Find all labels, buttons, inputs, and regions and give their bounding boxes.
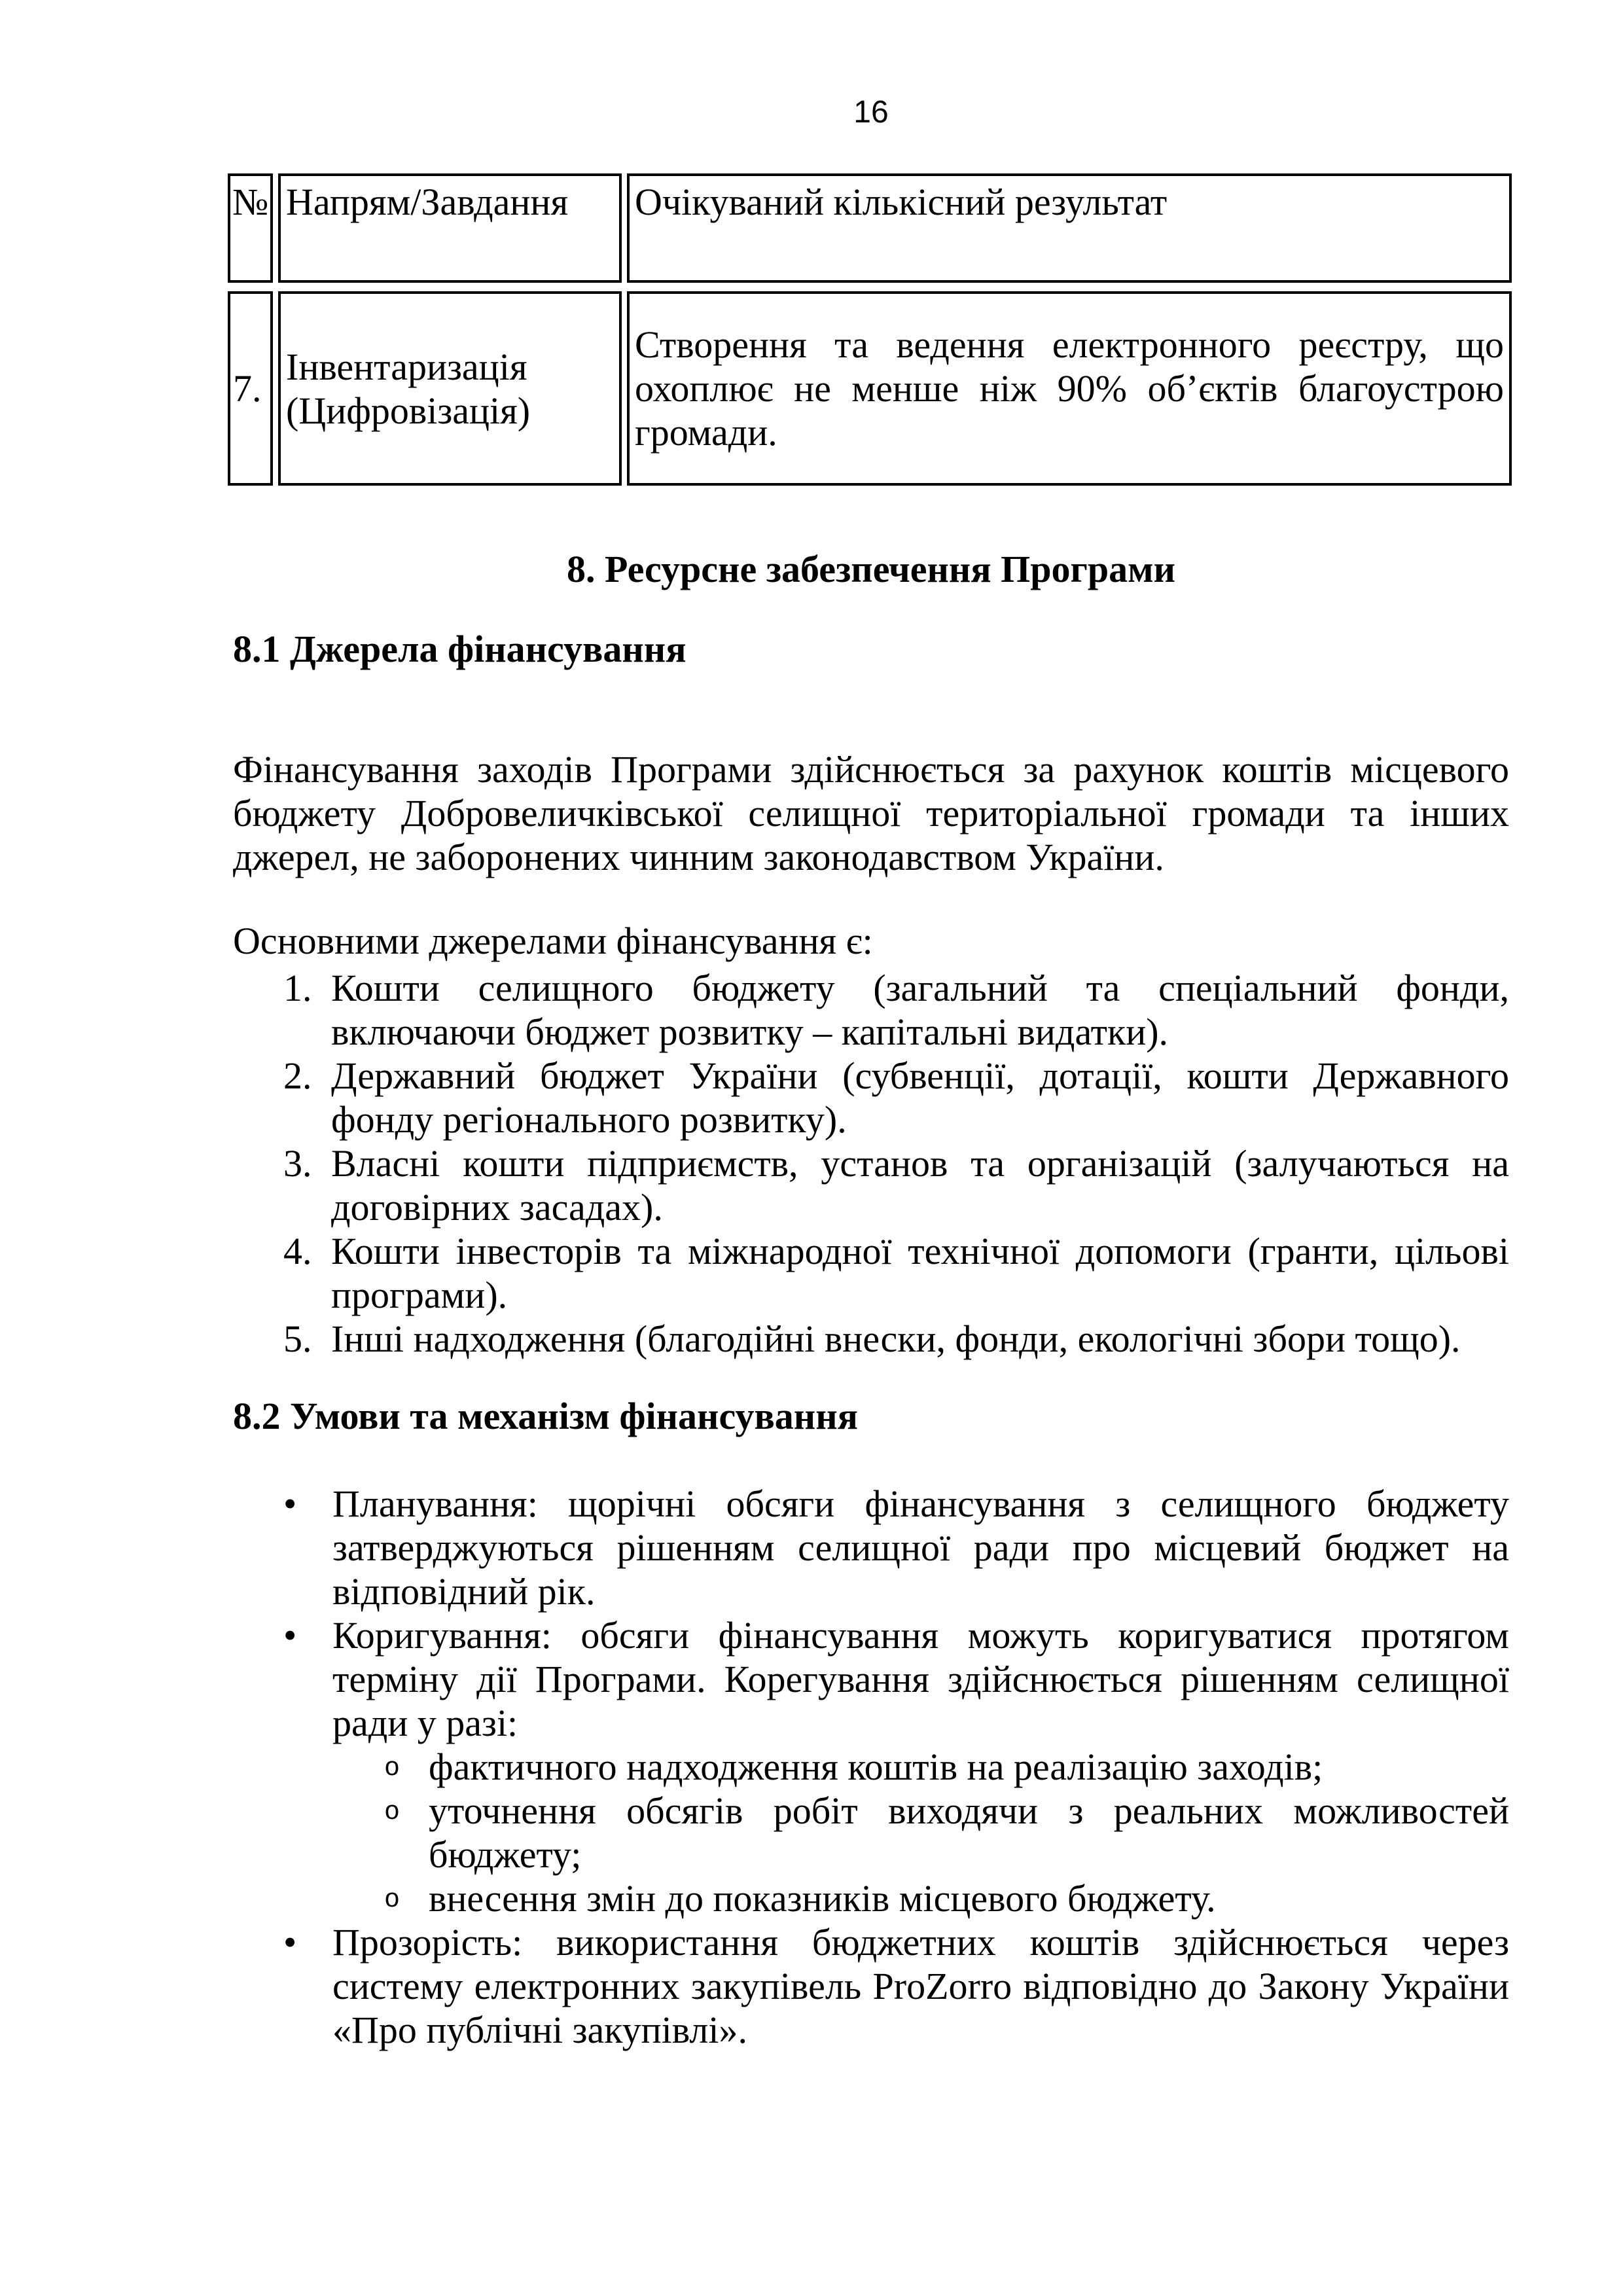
funding-mechanism-list — [233, 1482, 1509, 2052]
funding-sources-list — [233, 966, 1509, 1361]
bullet-item — [332, 1613, 1509, 1920]
subsection-8-1-heading: 8.1 Джерела фінансування — [233, 628, 687, 670]
subsection-8-2-heading: 8.2 Умови та механізм фінансування — [233, 1395, 858, 1437]
sub-bullet-item: o внесення змін до показників місцевого бюджету. — [429, 1876, 1509, 1920]
funding-intro-paragraph: Фінансування заходів Програми здійснюється за рахунок коштів місцевого бюджету Добровеличківської селищної територіальної громади та інших джерел, не заборонених чинним законодавством України. — [233, 748, 1509, 878]
table-row-number — [228, 291, 273, 486]
expected-results-table — [228, 173, 1512, 486]
row-result-text: Створення та ведення електронного реєстру, що охоплює не менше ніж 90% об’єктів благоустрою громади. — [635, 323, 1504, 454]
table-row-result — [627, 291, 1512, 486]
adjustment-cases-sublist — [332, 1745, 1509, 1920]
list-item: Інші надходження (благодійні внески, фонди, екологічні збори тощо). — [331, 1318, 1461, 1360]
sub-bullet-item: o фактичного надходження коштів на реалізацію заходів; — [429, 1745, 1509, 1789]
bullet-item: • Планування: щорічні обсяги фінансування з селищного бюджету затверджуються рішенням селищної ради про місцевий бюджет на відповідний рік. — [332, 1482, 1509, 1613]
list-item: Кошти інвесторів та міжнародної технічної допомоги (гранти, цільові програми). — [331, 1230, 1509, 1316]
bullet-item-text: Коригування: обсяги фінансування можуть коригуватися протягом терміну дії Програми. Корегування здійснюється рішенням селищної ради у разі: — [332, 1614, 1509, 1744]
sub-bullet-item: o уточнення обсягів робіт виходячи з реальних можливостей бюджету; — [429, 1789, 1509, 1876]
table-header-number: № — [228, 173, 273, 283]
table-row-direction — [278, 291, 622, 486]
list-item: Державний бюджет України (субвенції, дотації, кошти Державного фонду регіонального розвитку). — [331, 1054, 1509, 1141]
row-direction-text: Інвентаризація (Цифровізація) — [286, 345, 531, 432]
page-number: 16 — [853, 95, 889, 130]
section-heading: 8. Ресурсне забезпечення Програми — [566, 548, 1176, 590]
table-header-direction: Напрям/Завдання — [278, 173, 622, 283]
list-item: Кошти селищного бюджету (загальний та спеціальний фонди, включаючи бюджет розвитку – капітальні видатки). — [331, 967, 1509, 1053]
row-number-text: 7. — [233, 367, 262, 410]
sources-list-intro: Основними джерелами фінансування є: — [233, 920, 873, 962]
list-item: Власні кошти підприємств, установ та організацій (залучаються на договірних засадах). — [331, 1142, 1509, 1229]
bullet-item: • Прозорість: використання бюджетних коштів здійснюється через систему електронних закупівель ProZorro відповідно до Закону України «Про публічні закупівлі». — [332, 1920, 1509, 2052]
table-header-result: Очікуваний кількісний результат — [627, 173, 1512, 283]
